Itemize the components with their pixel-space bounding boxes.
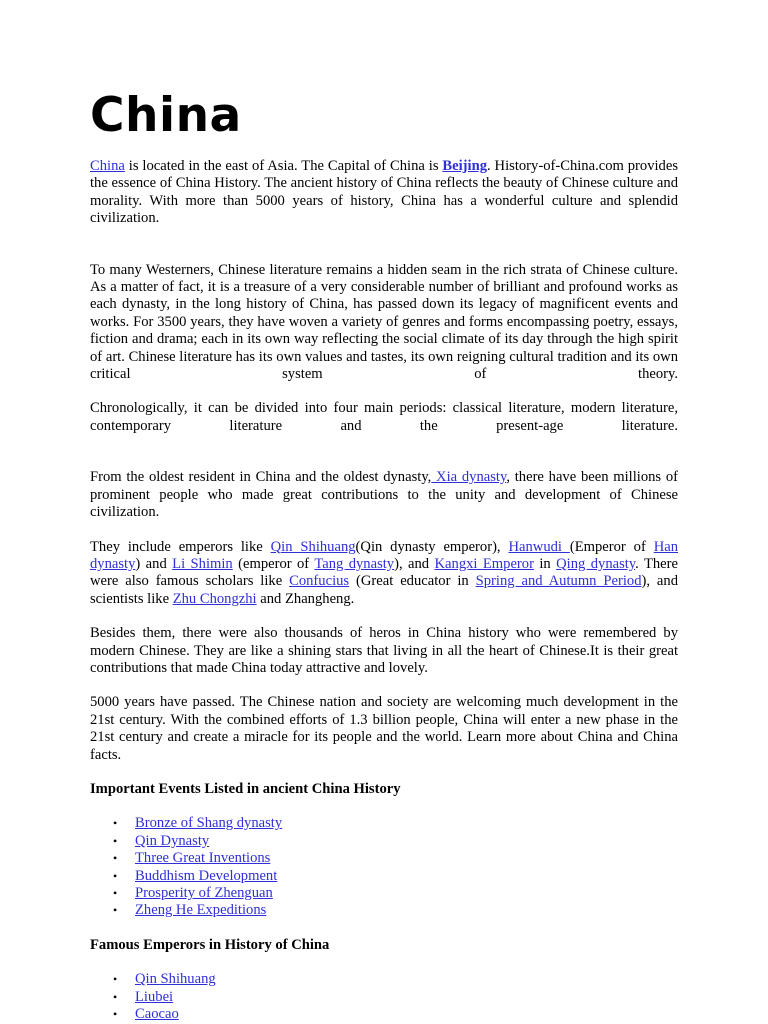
link-qin-shihuang[interactable]: Qin Shihuang	[270, 538, 356, 555]
emperors-text-11: and Zhangheng.	[256, 590, 355, 607]
list-item	[113, 815, 678, 832]
link-tang-dynasty[interactable]: Tang dynasty	[314, 555, 395, 572]
emperor-link[interactable]: Qin Shihuang	[135, 971, 216, 988]
link-beijing[interactable]: Beijing	[442, 158, 487, 174]
document-page	[90, 0, 678, 1023]
emperors-paragraph	[90, 539, 678, 609]
emperors-text-5: (emperor of	[232, 555, 315, 572]
event-link[interactable]: Bronze of Shang dynasty	[135, 815, 283, 832]
link-li-shimin[interactable]: Li Shimin	[172, 555, 233, 572]
future-paragraph: 5000 years have passed. The Chinese nation and society are welcoming much development in the 21st century. With the combined efforts of 1.3 billion people, China will enter a new phase in the 21st century and create a miracle for its people and the world. Learn more about China and China facts.	[90, 694, 678, 763]
bullet-icon: •	[113, 972, 118, 987]
emperors-text-3: (Emperor of	[569, 538, 654, 555]
list-item	[113, 867, 678, 885]
literature-paragraph: To many Westerners, Chinese literature remains a hidden seam in the rich strata of Chinese culture. As a matter of fact, it is a treasure of a very considerable number of brilliant and profound works as each dynasty, in the long history of China, has passed down its legacy of magnificent events and works. For 3500 years, they have woven a variety of genres and forms encompassing poetry, essays, fiction and drama; each in its own way reflecting the social climate of its day through the high spirit of art. Chinese literature has its own values and tastes, its own reigning cultural tradition and its own critical system of theory.	[90, 261, 678, 383]
bullet-icon: •	[113, 833, 118, 848]
list-item	[113, 902, 678, 919]
link-zhu-chongzhi[interactable]: Zhu Chongzhi	[172, 590, 257, 607]
page-title: China	[90, 88, 242, 143]
emperors-text-6: ), and	[394, 555, 435, 572]
emperors-list	[90, 971, 678, 1023]
emperors-text-1: They include emperors like	[90, 538, 271, 555]
event-link[interactable]: Zheng He Expeditions	[135, 902, 267, 919]
list-item	[113, 971, 678, 988]
intro-text-1: is located in the east of Asia. The Capital of China is	[124, 158, 443, 174]
emperors-heading: Famous Emperors in History of China	[90, 936, 330, 953]
link-han-dynasty[interactable]: Han dynasty	[90, 538, 679, 572]
list-item	[113, 885, 678, 902]
link-kangxi-emperor[interactable]: Kangxi Emperor	[434, 555, 534, 572]
list-item	[113, 850, 678, 867]
event-link[interactable]: Qin Dynasty	[135, 832, 210, 849]
event-link[interactable]: Buddhism Development	[135, 867, 278, 884]
periods-paragraph: Chronologically, it can be divided into four main periods: classical literature, modern literature, contemporary literature and the present-age literature.	[90, 400, 678, 434]
emperors-text-7: in	[533, 555, 557, 572]
emperors-text-8: . There were also famous scholars like	[90, 555, 678, 590]
event-link[interactable]: Three Great Inventions	[135, 850, 271, 867]
bullet-icon: •	[113, 1007, 118, 1022]
heroes-paragraph: Besides them, there were also thousands of heros in China history who were remembered by modern Chinese. They are like a shining stars that living in all the heart of Chinese.It is their great contributions that made China today attractive and lovely.	[90, 625, 678, 676]
dynasty-paragraph	[90, 469, 678, 521]
list-item	[113, 1006, 678, 1023]
link-spring-autumn-period[interactable]: Spring and Autumn Period	[475, 573, 642, 590]
intro-paragraph	[90, 158, 678, 228]
intro-text-2: . History-of-China.com provides the essence of China History. The ancient history of China reflects the beauty of Chinese culture and morality. With more than 5000 years of history, China has a wonderful culture and splendid civilization.	[90, 158, 678, 227]
bullet-icon: •	[113, 903, 118, 918]
events-list	[90, 815, 678, 919]
list-item	[113, 988, 678, 1006]
dynasty-text-2: , there have been millions of prominent people who made great contributions to the unity and development of Chinese civilization.	[90, 469, 678, 521]
link-confucius[interactable]: Confucius	[289, 573, 350, 590]
bullet-icon: •	[113, 989, 118, 1004]
link-china[interactable]: China	[90, 158, 125, 174]
dynasty-text-1: From the oldest resident in China and the oldest dynasty,	[90, 469, 432, 486]
bullet-icon: •	[113, 868, 118, 883]
bullet-icon: •	[113, 851, 118, 866]
emperor-link[interactable]: Liubei	[135, 988, 174, 1005]
bullet-icon: •	[113, 886, 118, 900]
emperors-text-10: ), and scientists like	[90, 573, 678, 607]
emperors-text-9: (Great educator in	[349, 573, 476, 590]
event-link[interactable]: Prosperity of Zhenguan	[135, 885, 273, 901]
link-qing-dynasty[interactable]: Qing dynasty	[556, 555, 636, 572]
bullet-icon: •	[113, 816, 118, 831]
list-item	[113, 832, 678, 850]
events-heading: Important Events Listed in ancient China History	[90, 780, 401, 797]
link-xia-dynasty[interactable]: Xia dynasty	[431, 469, 507, 486]
link-hanwudi[interactable]: Hanwudi	[508, 538, 570, 555]
emperors-text-4: ) and	[135, 555, 173, 572]
emperor-link[interactable]: Caocao	[135, 1006, 179, 1023]
emperors-text-2: (Qin dynasty emperor),	[355, 538, 509, 555]
